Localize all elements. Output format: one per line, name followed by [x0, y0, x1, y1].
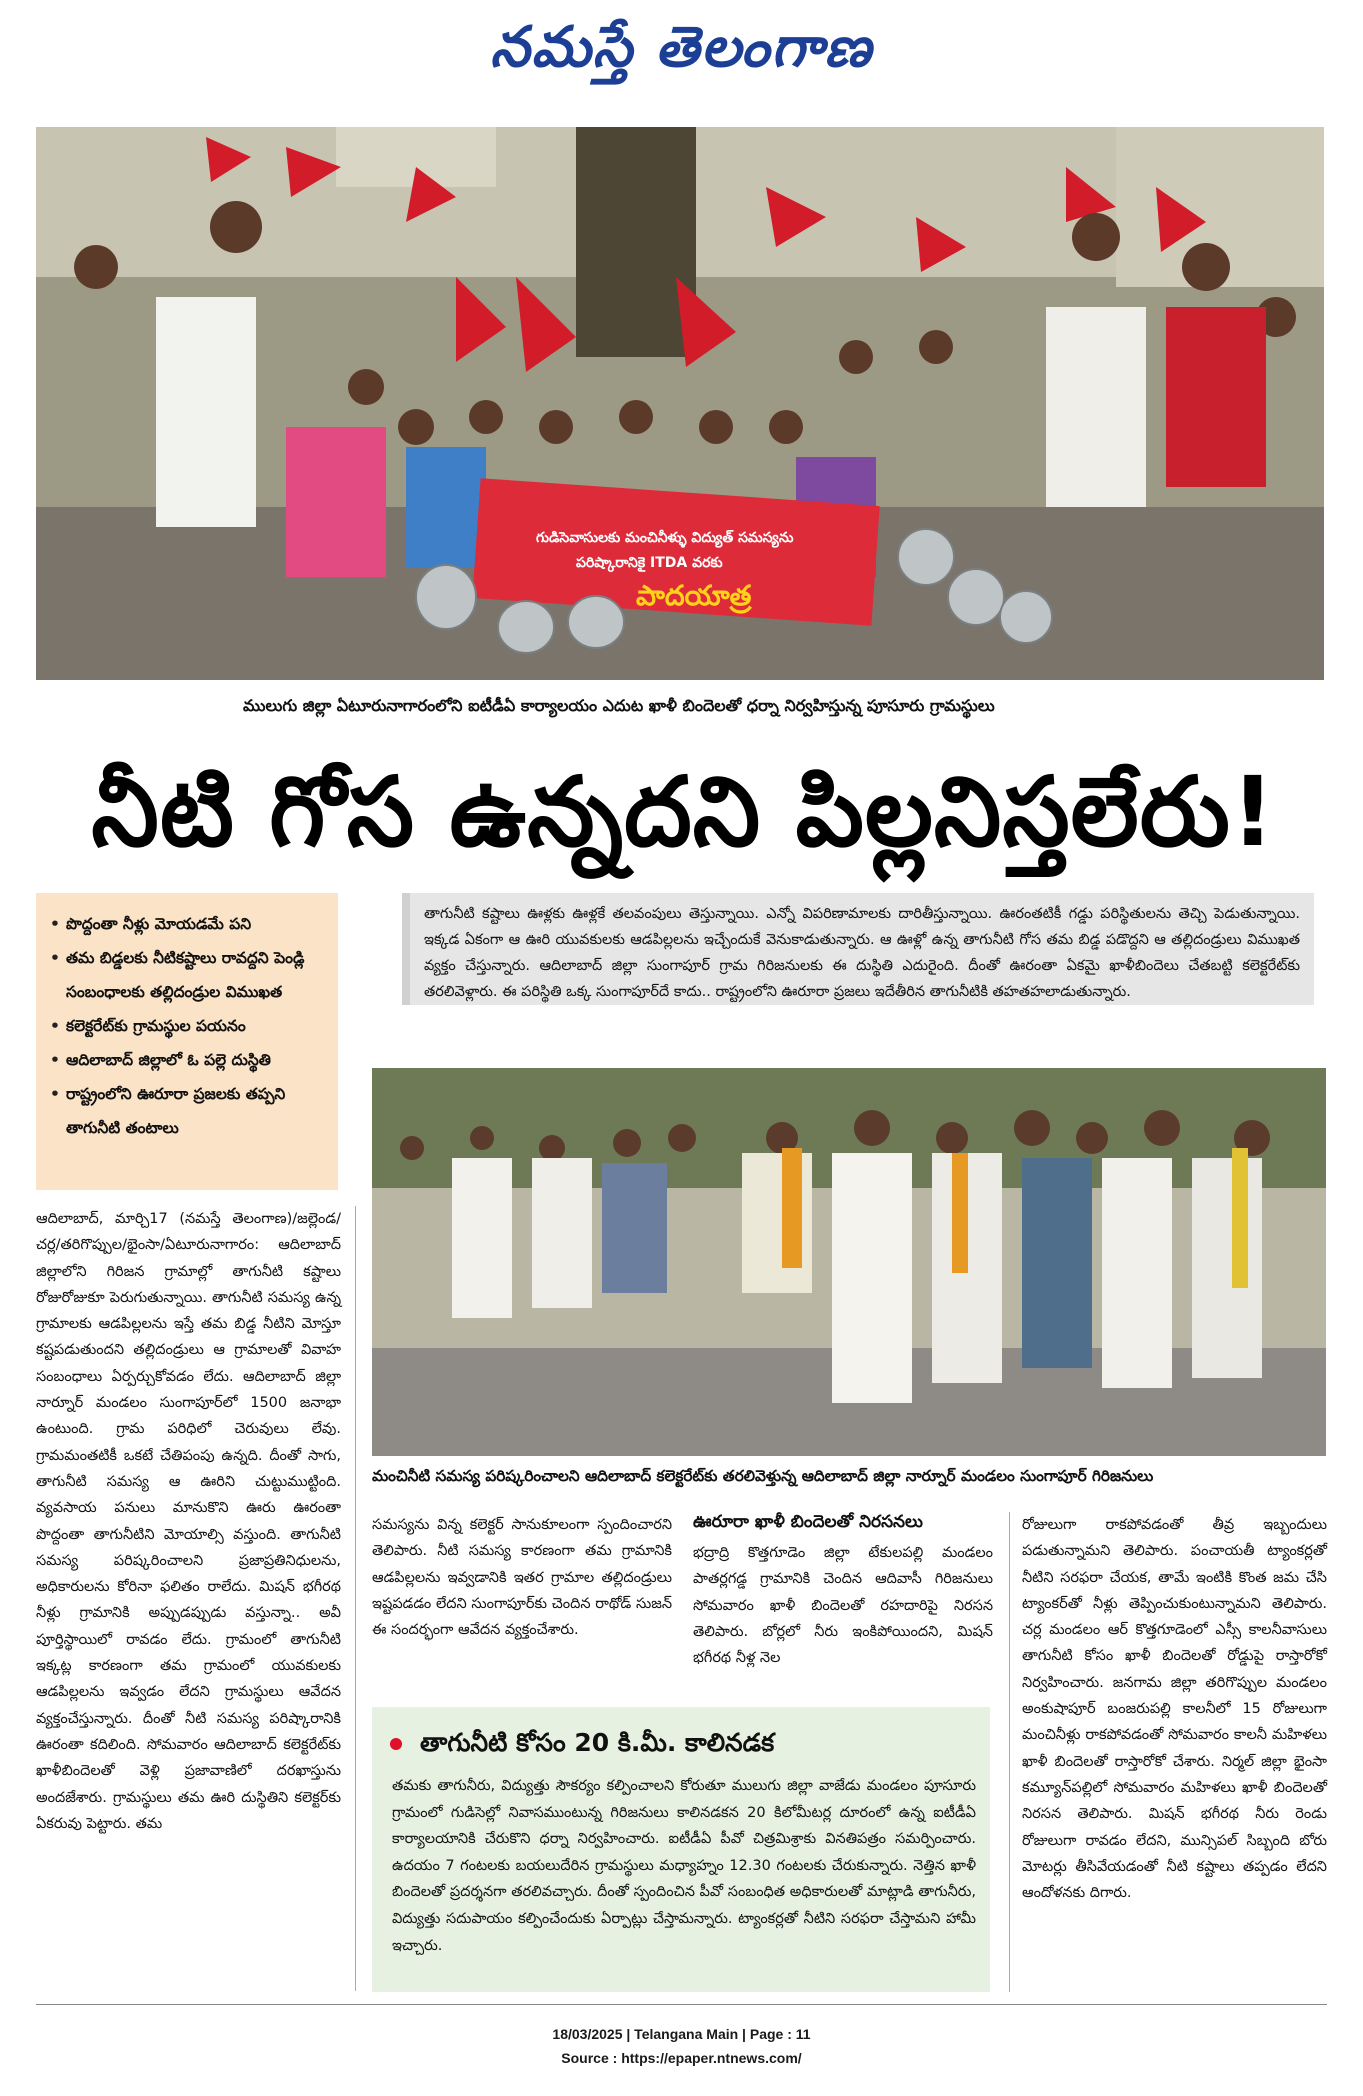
box-story-title-text: తాగునీటి కోసం 20 కి.మీ. కాలినడక — [420, 1728, 775, 1757]
photo-march-collectorate — [372, 1068, 1326, 1456]
box-story-title — [390, 1725, 980, 1761]
highlight-item: • తమ బిడ్డలకు నీటికష్టాలు రావద్దని పెండ్లి సంబంధాలకు తల్లిదండ్రుల విముఖత — [50, 941, 326, 1009]
march-photo-illustration — [372, 1068, 1326, 1456]
highlight-item: • పొద్దంతా నీళ్లు మోయడమే పని — [50, 907, 326, 941]
article-column-3 — [693, 1540, 993, 1690]
subhead-protests: ఊరూరా ఖాళీ బిందెలతో నిరసనలు — [693, 1512, 923, 1532]
article-column-1 — [36, 1206, 341, 1991]
column-divider — [355, 1206, 356, 1991]
box-story — [372, 1707, 990, 1992]
bullet-dot-icon — [390, 1738, 402, 1750]
headline: నీటి గోస ఉన్నదని పిల్లనిస్తలేరు! — [91, 756, 1276, 868]
article-body-col1: ఆదిలాబాద్, మార్చి17 (నమస్తే తెలంగాణ)/జల్లెండ/చర్ల/తరిగొప్పుల/భైంసా/ఏటూరునాగారం: ఆదిలాబాద్ జిల్లాలోని గిరిజన గ్రామాల్లో తాగునీటి కష్టాలు రోజురోజుకూ పెరుగుతున్నాయి. తాగునీటి సమస్య ఉన్న గ్రామాలకు ఆడపిల్లలను ఇస్తే తమ బిడ్డ నీటిని మోస్తూ కష్టపడుతుందని తల్లిదండ్రులు ఆ గ్రామాలతో వివాహ సంబంధాలు ఏర్పర్చుకోవడం లేదు. ఆదిలాబాద్ జిల్లా నార్నూర్ మండలం సుంగాపూర్‌లో 1500 జనాభా ఉంటుంది. గ్రామ పరిధిలో చెరువులు లేవు. గ్రామమంతటికీ ఒకటే చేతిపంపు ఉన్నది. దీంతో సాగు, తాగునీటి సమస్య ఆ ఊరిని చుట్టుముట్టింది. వ్యవసాయ పనులు మానుకొని ఊరు ఊరంతా పొద్దంతా తాగునీటిని మోయాల్సి వస్తుంది. తాగునీటి సమస్య పరిష్కరించాలని ప్రజాప్రతినిధులను, అధికారులను కోరినా ఫలితం రాలేదు. మిషన్ భగీరథ నీళ్లు గ్రామానికి అప్పుడప్పుడు వస్తున్నా.. అవీ పూర్తిస్థాయిలో రావడం లేదు. గ్రామంలో తాగునీటి ఇక్కట్ల కారణంగా తమ గ్రామంలో యువకులకు ఆడపిల్లలను ఇవ్వడం లేదని గ్రామస్థులు ఆవేదన వ్యక్తంచేస్తున్నారు. దీంతో నీటి సమస్య పరిష్కారానికి ఊరంతా కదిలింది. సోమవారం ఆదిలాబాద్ కలెక్టరేట్‌కు ఖాళీబిందెలతో వెళ్లి ప్రజావాణిలో దరఖాస్తును అందజేశారు. గ్రామస్థులు తమ ఊరి దుస్థితిని కలెక్టర్‌కు ఏకరువు పెట్టారు. తమ — [36, 1211, 341, 1832]
footer-date-page: 18/03/2025 | Telangana Main | Page : 11 — [552, 2026, 811, 2042]
column-divider — [1009, 1512, 1010, 1992]
banner-text-1: గుడిసెవాసులకు మంచినీళ్ళు విద్యుత్ సమస్యను — [536, 530, 794, 546]
highlights-box — [36, 893, 338, 1190]
newspaper-name: నమస్తే తెలంగాణ — [490, 14, 873, 80]
highlights-list — [50, 907, 326, 1145]
banner-text-3: పాదయాత్ర — [636, 579, 752, 612]
article-body-col2: సమస్యను విన్న కలెక్టర్ సానుకూలంగా స్పందించారని తెలిపారు. నీటి సమస్య కారణంగా తమ గ్రామానికి ఆడపిల్లలను ఇవ్వడానికి ఇతర గ్రామాల తల్లిదండ్రులు ఇష్టపడడం లేదని సుంగాపూర్‌కు చెందిన రాథోడ్ సుజన్ ఈ సందర్భంగా ఆవేదన వ్యక్తంచేశారు. — [372, 1517, 672, 1639]
mid-photo-caption: మంచినీటి సమస్య పరిష్కరించాలని ఆదిలాబాద్ కలెక్టరేట్‌కు తరలివెళ్తున్న ఆదిలాబాద్ జిల్లా నార్నూర్ మండలం సుంగాపూర్ గిరిజనులు — [372, 1467, 1154, 1485]
footer-source: Source : https://epaper.ntnews.com/ — [561, 2050, 802, 2066]
highlight-item: • ఆదిలాబాద్ జిల్లాలో ఓ పల్లె దుస్థితి — [50, 1043, 326, 1077]
box-story-body: తమకు తాగునీరు, విద్యుత్తు సౌకర్యం కల్పించాలని కోరుతూ ములుగు జిల్లా వాజేడు మండలం పూసూరు గ్రామంలో గుడిసెల్లో నివాసముంటున్న గిరిజనులు కాలినడకన 20 కిలోమీటర్ల దూరంలో ఉన్న ఐటీడీఏ కార్యాలయానికి చేరుకొని ధర్నా నిర్వహించారు. ఐటీడీఏ పీవో చిత్రమిశ్రాకు వినతిపత్రం సమర్పించారు. ఉదయం 7 గంటలకు బయలుదేరిన గ్రామస్థులు మధ్యాహ్నం 12.30 గంటలకు చేరుకున్నారు. నెత్తిన ఖాళీ బిందెలతో ప్రదర్శనగా తరలివచ్చారు. దీంతో స్పందించిన పీవో సంబంధిత అధికారులతో మాట్లాడి తాగునీరు, విద్యుత్తు సదుపాయం కల్పించేందుకు ఏర్పాట్లు చేస్తామన్నారు. ట్యాంకర్లతో నీటిని సరఫరా చేస్తామని హామీ ఇచ్చారు. — [392, 1778, 976, 1954]
highlight-item: • రాష్ట్రంలోని ఊరూరా ప్రజలకు తప్పని తాగునీటి తంటాలు — [50, 1077, 326, 1145]
banner-text-2: పరిష్కారానికై ITDA వరకు — [576, 555, 723, 571]
top-photo-caption: ములుగు జిల్లా ఏటూరునాగారంలోని ఐటీడీఏ కార్యాలయం ఎదుట ఖాళీ బిందెలతో ధర్నా నిర్వహిస్తున్న పూసూరు గ్రామస్థులు — [243, 696, 995, 715]
article-column-2 — [372, 1512, 672, 1692]
article-body-col3: భద్రాద్రి కొత్తగూడెం జిల్లా టేకులపల్లి మండలం పాతర్లగడ్డ గ్రామానికి చెందిన ఆదివాసీ గిరిజనులు సోమవారం ఖాళీ బిందెలతో రహదారిపై నిరసన తెలిపారు. బోర్లలో నీరు ఇంకిపోయిందని, మిషన్ భగీరథ నీళ్ల నెల — [693, 1545, 993, 1667]
article-column-4 — [1022, 1512, 1327, 1992]
protest-photo-illustration — [36, 127, 1324, 680]
highlight-item: • కలెక్టరేట్‌కు గ్రామస్థుల పయనం — [50, 1009, 326, 1043]
article-body-col4: రోజులుగా రాకపోవడంతో తీవ్ర ఇబ్బందులు పడుతున్నామని తెలిపారు. పంచాయతీ ట్యాంకర్లతో నీటిని సరఫరా చేయక, తామే ఇంటికి కొంత జమ చేసి ట్యాంకర్‌తో నీళ్లు తెప్పించుకుంటున్నామని తెలిపారు. చర్ల మండలం ఆర్ కొత్తగూడెంలో ఎస్సీ కాలనీవాసులు తాగునీటి కోసం ఖాళీ బిందెలతో రోడ్డుపై రాస్తారోకో నిర్వహించారు. జనగామ జిల్లా తరిగొప్పుల మండలం అంకుషాపూర్ బంజరుపల్లి కాలనీలో 15 రోజులుగా మంచినీళ్లు రాకపోవడంతో సోమవారం కాలనీ మహిళలు ఖాళీ బిందెలతో రాస్తారోకో చేశారు. నిర్మల్ జిల్లా భైంసా కమ్యూన్‌పల్లిలో సోమవారం మహిళలు ఖాళీ బిందెలతో నిరసన తెలిపారు. మిషన్ భగీరథ నీరు రెండు రోజులుగా రావడం లేదని, మున్సిపల్ సిబ్బంది బోరు మోటర్లు తీసివేయడంతో నీటి కష్టాలు తప్పడం లేదని ఆందోళనకు దిగారు. — [1022, 1517, 1327, 1902]
footer-rule — [36, 2004, 1327, 2005]
intro-summary: తాగునీటి కష్టాలు ఊళ్లకు ఊళ్లకే తలవంపులు తెస్తున్నాయి. ఎన్నో విపరిణామాలకు దారితీస్తున్నాయి. ఊరంతటికీ గడ్డు పరిస్థితులను తెచ్చి పెడుతున్నాయి. ఇక్కడ ఏకంగా ఆ ఊరి యువకులకు ఆడపిల్లలను ఇచ్చేందుకే వెనుకాడుతున్నారు. ఆ ఊళ్లో ఉన్న తాగునీటి గోస తమ బిడ్డ పడొద్దని ఆ తల్లిదండ్రులు విముఖత వ్యక్తం చేస్తున్నారు. ఆదిలాబాద్ జిల్లా సుంగాపూర్ గ్రామ గిరిజనులకు ఈ దుస్థితి ఎదురైంది. దీంతో ఊరంతా ఏకమై ఖాళీబిందెలు చేతబట్టి కలెక్టరేట్‌కు తరలివెళ్లారు. ఈ పరిస్థితి ఒక్క సుంగాపూర్‌దే కాదు.. రాష్ట్రంలోని ఊరూరా ప్రజలు ఇదేతీరిన తాగునీటికి తహతహలాడుతున్నారు. — [402, 893, 1314, 1005]
masthead — [0, 0, 1363, 118]
photo-protest-dharna — [36, 127, 1324, 680]
